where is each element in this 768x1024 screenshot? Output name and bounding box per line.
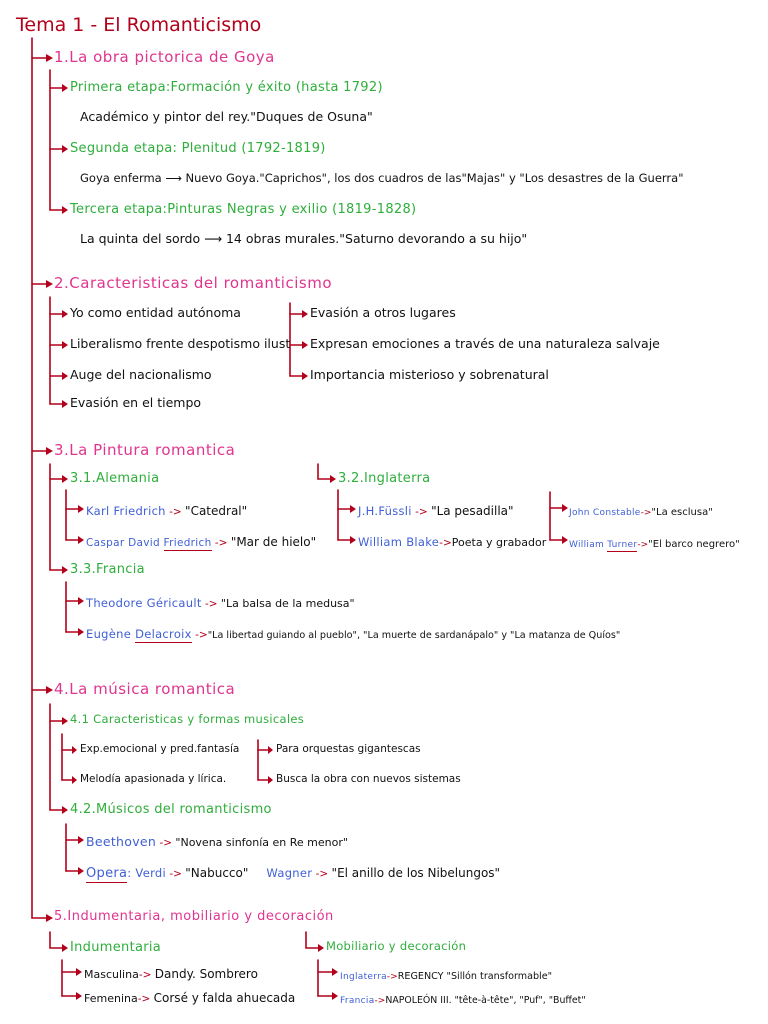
caracteristica-left-4: Evasión en el tiempo: [70, 395, 202, 410]
text-femenina: Corsé y falda ahuecada: [153, 991, 296, 1005]
text-inglaterra: REGENCY "Sillón transformable": [397, 971, 553, 982]
painter-name: William Blake: [358, 535, 440, 549]
painter-name: William: [569, 540, 608, 550]
artwork-title: "La balsa de la medusa": [220, 597, 355, 610]
arrow-icon: ->: [411, 506, 432, 518]
arrow-icon: ->: [439, 537, 452, 549]
painter-name: John Constable: [569, 508, 641, 518]
text-francia: NAPOLEÓN III. "tête-à-tête", "Puf", "Buffet": [385, 995, 586, 1006]
etapa-2-title: Segunda etapa: Plenitud (1792-1819): [70, 141, 326, 156]
caract-musical-3: Para orquestas gigantescas: [276, 743, 421, 755]
work-title: "Novena sinfonía en Re menor": [175, 836, 348, 849]
inglaterra-item-1: [358, 502, 514, 518]
caract-musical-1: Exp.emocional y pred.fantasía: [80, 743, 240, 755]
caracteristica-right-2: Expresan emociones a través de una naturaleza salvaje: [310, 336, 660, 351]
painter-name: Eugène: [86, 627, 136, 641]
painter-surname: Friedrich: [163, 537, 212, 549]
arrow-icon: ->: [191, 629, 208, 641]
musico-item-2: [86, 864, 500, 880]
inglaterra-item-2: [358, 533, 546, 549]
painter-surname: Turner: [607, 540, 638, 550]
composer-name: : Verdi: [127, 866, 166, 880]
indumentaria-title: Indumentaria: [70, 940, 162, 955]
section-1-heading: 1.La obra pictorica de Goya: [54, 48, 275, 66]
arrow-icon: ->: [640, 508, 652, 518]
caracteristica-left-3: Auge del nacionalismo: [70, 367, 212, 382]
indumentaria-femenina: [84, 989, 295, 1005]
painter-name: Theodore Géricault: [86, 596, 202, 610]
inglaterra-item-3: [569, 502, 713, 518]
label-francia: Francia: [340, 996, 375, 1006]
arrow-icon: ->: [138, 969, 155, 981]
arrow-icon: ->: [637, 540, 649, 550]
caracteristica-left-1: Yo como entidad autónoma: [70, 305, 241, 320]
alemania-item-1: [86, 502, 247, 518]
work-title: "Nabucco": [185, 866, 249, 880]
etapa-1-title: Primera etapa:Formación y éxito (hasta 1792): [70, 80, 383, 95]
artwork-title: "La esclusa": [651, 507, 713, 518]
caract-musical-4: Busca la obra con nuevos sistemas: [276, 773, 461, 785]
label-femenina: Femenina: [84, 992, 138, 1005]
arrow-icon: ->: [211, 537, 231, 549]
arrow-icon: ->: [201, 598, 221, 610]
inglaterra-title: 3.2.Inglaterra: [338, 471, 431, 486]
composer-name: Beethoven: [86, 834, 157, 849]
arrow-icon: ->: [165, 506, 186, 518]
francia-item-2: [86, 625, 620, 641]
arrow-icon: ->: [166, 868, 186, 880]
composer-name-2: Wagner: [266, 866, 313, 880]
arrow-icon: ->: [156, 837, 176, 849]
etapa-1-text: Académico y pintor del rey."Duques de Osuna": [80, 109, 373, 124]
genre-label: Opera: [86, 866, 128, 881]
indumentaria-masculina: [84, 965, 258, 981]
caract-musical-2: Melodía apasionada y lírica.: [80, 773, 227, 785]
artwork-title: "Mar de hielo": [230, 535, 317, 549]
artwork-title: "Catedral": [185, 504, 248, 518]
francia-title: 3.3.Francia: [70, 562, 145, 577]
inglaterra-item-4: [569, 534, 740, 550]
section-4-heading: 4.La música romantica: [54, 680, 236, 698]
painter-name: J.H.Füssli: [358, 504, 412, 518]
mobiliario-francia: [340, 990, 586, 1006]
alemania-title: 3.1.Alemania: [70, 471, 160, 486]
etapa-3-text: La quinta del sordo ⟶ 14 obras murales."Saturno devorando a su hijo": [80, 231, 528, 246]
section-2-heading: 2.Caracteristicas del romanticismo: [54, 274, 332, 292]
artwork-title: Poeta y grabador: [451, 536, 547, 549]
artwork-title: "La pesadilla": [431, 504, 514, 518]
mobiliario-inglaterra: [340, 966, 552, 982]
musico-item-1: [86, 833, 348, 849]
artwork-title: "La libertad guiando al pueblo", "La muerte de sardanápalo" y "La matanza de Quíos": [207, 630, 621, 641]
etapa-2-text: Goya enferma ⟶ Nuevo Goya."Caprichos", los dos cuadros de las"Majas" y "Los desastres de la Guerra": [80, 171, 684, 185]
caracteristica-right-1: Evasión a otros lugares: [310, 305, 456, 320]
alemania-item-2: [86, 533, 316, 549]
text-masculina: Dandy. Sombrero: [154, 967, 258, 981]
arrow-icon: ->: [312, 868, 332, 880]
arrow-icon: ->: [386, 972, 398, 982]
etapa-3-title: Tercera etapa:Pinturas Negras y exilio (1819-1828): [70, 202, 417, 217]
artwork-title: "El barco negrero": [648, 539, 740, 550]
work-title-2: "El anillo de los Nibelungos": [331, 866, 501, 880]
section-5-heading: 5.Indumentaria, mobiliario y decoración: [54, 909, 334, 924]
caracteristica-left-2: Liberalismo frente despotismo ilust: [70, 336, 291, 351]
painter-name: Caspar David: [86, 537, 164, 549]
section-3-heading: 3.La Pintura romantica: [54, 441, 236, 459]
label-inglaterra: Inglaterra: [340, 972, 387, 982]
caracteristica-right-3: Importancia misterioso y sobrenatural: [310, 367, 549, 382]
musicos-title: 4.2.Músicos del romanticismo: [70, 802, 272, 817]
francia-item-1: [86, 594, 355, 610]
caract-musicales-title: 4.1 Caracteristicas y formas musicales: [70, 712, 305, 726]
arrow-icon: ->: [137, 993, 154, 1005]
label-masculina: Masculina: [84, 968, 139, 981]
arrow-icon: ->: [374, 996, 386, 1006]
mobiliario-title: Mobiliario y decoración: [326, 939, 467, 953]
painter-name: Karl Friedrich: [86, 504, 166, 518]
painter-surname: Delacroix: [135, 627, 192, 641]
page-title: Tema 1 - El Romanticismo: [16, 14, 262, 36]
